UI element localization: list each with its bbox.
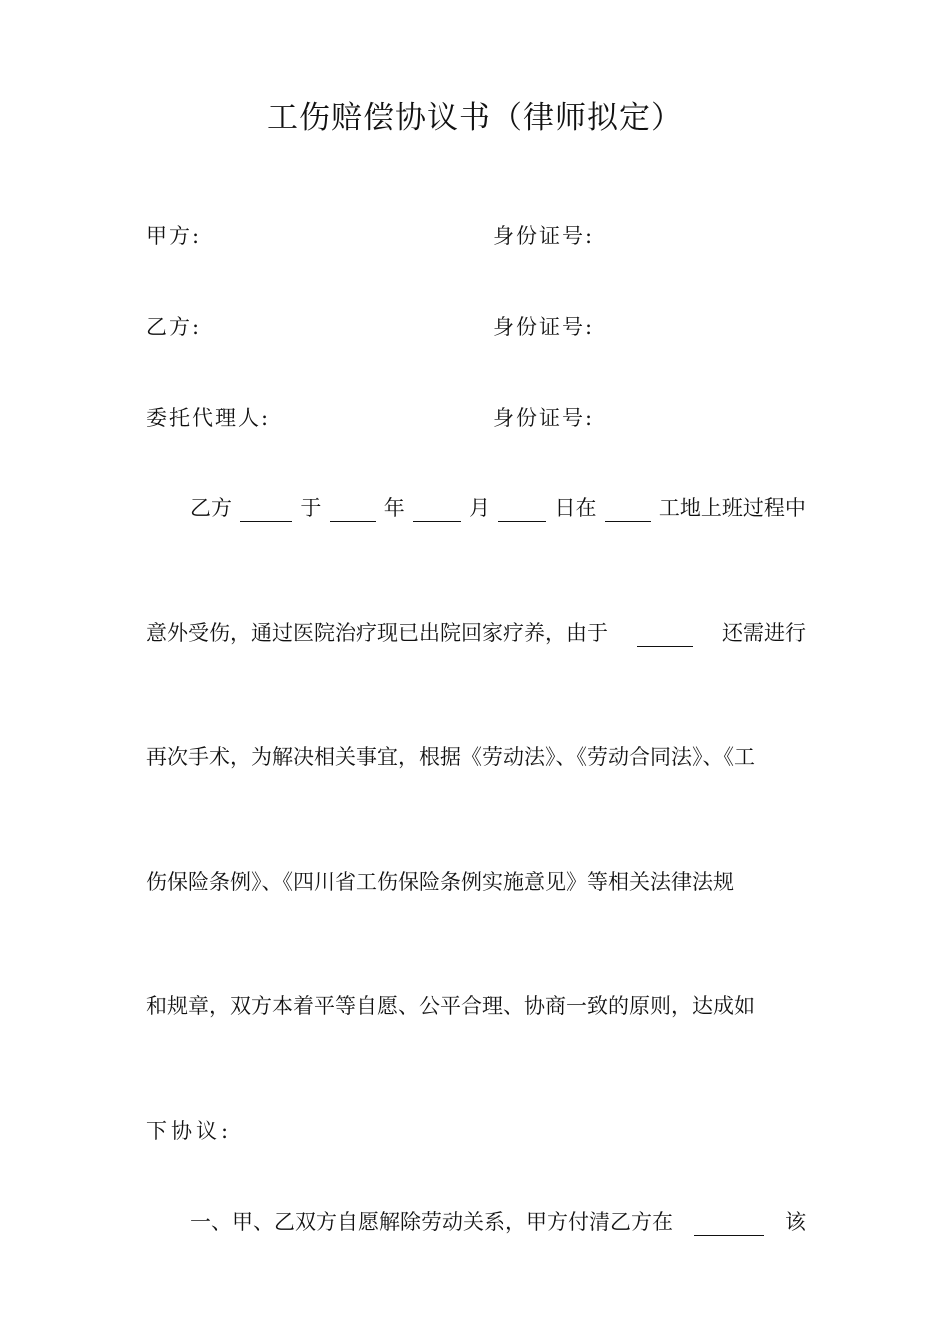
paragraph-line: [146, 617, 806, 647]
blank-name: [240, 501, 292, 522]
text-segment: 工地上班过程中: [658, 496, 806, 520]
paragraph-line: [146, 741, 806, 771]
agent-id-label: 身份证号:: [493, 406, 595, 430]
document-title: 工伤赔偿协议书（律师拟定）: [267, 100, 683, 136]
text-segment: 乙方: [190, 496, 232, 520]
text-segment: 和规章，双方本着平等自愿、公平合理、协商一致的原则，达成如: [146, 994, 755, 1018]
text-segment: 年: [383, 496, 405, 520]
text-segment: 于: [300, 496, 322, 520]
paragraph-line: [190, 492, 806, 522]
blank-month: [413, 501, 461, 522]
blank-day: [498, 501, 546, 522]
text-segment: 该: [785, 1210, 806, 1234]
agent-label: 委托代理人:: [146, 406, 271, 430]
paragraph-line: [146, 1115, 806, 1145]
text-segment: 月: [469, 496, 491, 520]
text-segment: 伤保险条例》、《四川省工伤保险条例实施意见》等相关法律法规: [146, 870, 734, 894]
party-a-id-label: 身份证号:: [493, 224, 595, 248]
text-segment: 还需进行: [722, 621, 806, 645]
party-a-label: 甲方:: [146, 224, 202, 248]
clause-line: [190, 1206, 806, 1236]
party-b-label: 乙方:: [146, 315, 202, 339]
text-segment: 日在: [554, 496, 597, 520]
text-segment: 下协议:: [146, 1119, 233, 1143]
paragraph-line: [146, 866, 806, 896]
blank-site: [605, 501, 651, 522]
paragraph-line: [146, 990, 806, 1020]
text-segment: 再次手术，为解决相关事宜，根据《劳动法》、《劳动合同法》、《工: [146, 745, 755, 769]
blank-reason: [637, 626, 693, 647]
party-b-id-label: 身份证号:: [493, 315, 595, 339]
text-segment: 一、甲、乙双方自愿解除劳动关系，甲方付清乙方在: [190, 1210, 673, 1234]
blank-year: [330, 501, 376, 522]
text-segment: 意外受伤，通过医院治疗现已出院回家疗养，由于: [146, 621, 608, 645]
blank-period: [694, 1215, 764, 1236]
